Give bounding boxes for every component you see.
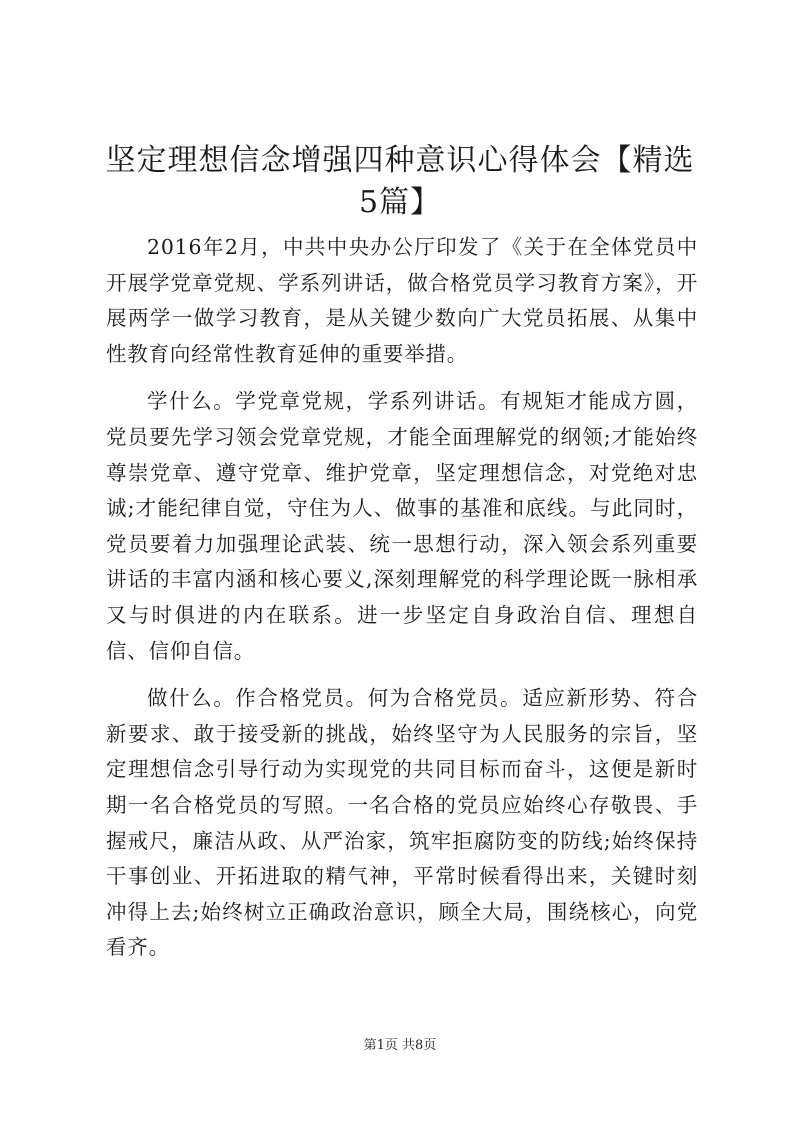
paragraph-what-to-learn: 学什么。学党章党规，学系列讲话。有规矩才能成方圆，党员要先学习领会党章党规，才能全面理解党的纲领;才能始终尊崇党章、遵守党章、维护党章，坚定理想信念，对党绝对忠诚;才能纪律自觉，守住为人、做事的基准和底线。与此同时，党员要着力加强理论武装、统一思想行动，深入领会系列重要讲话的丰富内涵和核心要义,深刻理解党的科学理论既一脉相承又与时俱进的内在联系。进一步坚定自身政治自信、理想自信、信仰自信。 (106, 389, 698, 663)
document-body (106, 230, 698, 978)
paragraph-what-to-do: 做什么。作合格党员。何为合格党员。适应新形势、符合新要求、敢于接受新的挑战，始终坚守为人民服务的宗旨，坚定理想信念引导行动为实现党的共同目标而奋斗，这便是新时期一名合格党员的写照。一名合格的党员应始终心存敬畏、手握戒尺，廉洁从政、从严治家，筑牢拒腐防变的防线;始终保持干事创业、开拓进取的精气神，平常时候看得出来，关键时刻冲得上去;始终树立正确政治意识，顾全大局，围绕核心，向党看齐。 (106, 686, 698, 960)
document-title: 坚定理想信念增强四种意识心得体会【精选5篇】 (105, 143, 695, 220)
page-indicator: 第1页 共8页 (363, 1038, 437, 1053)
paragraph-intro: 2016年2月，中共中央办公厅印发了《关于在全体党员中开展学党章党规、学系列讲话，做合格党员学习教育方案》，开展两学一做学习教育，是从关键少数向广大党员拓展、从集中性教育向经常性教育延伸的重要举措。 (106, 235, 698, 366)
page-footer (0, 1034, 800, 1053)
